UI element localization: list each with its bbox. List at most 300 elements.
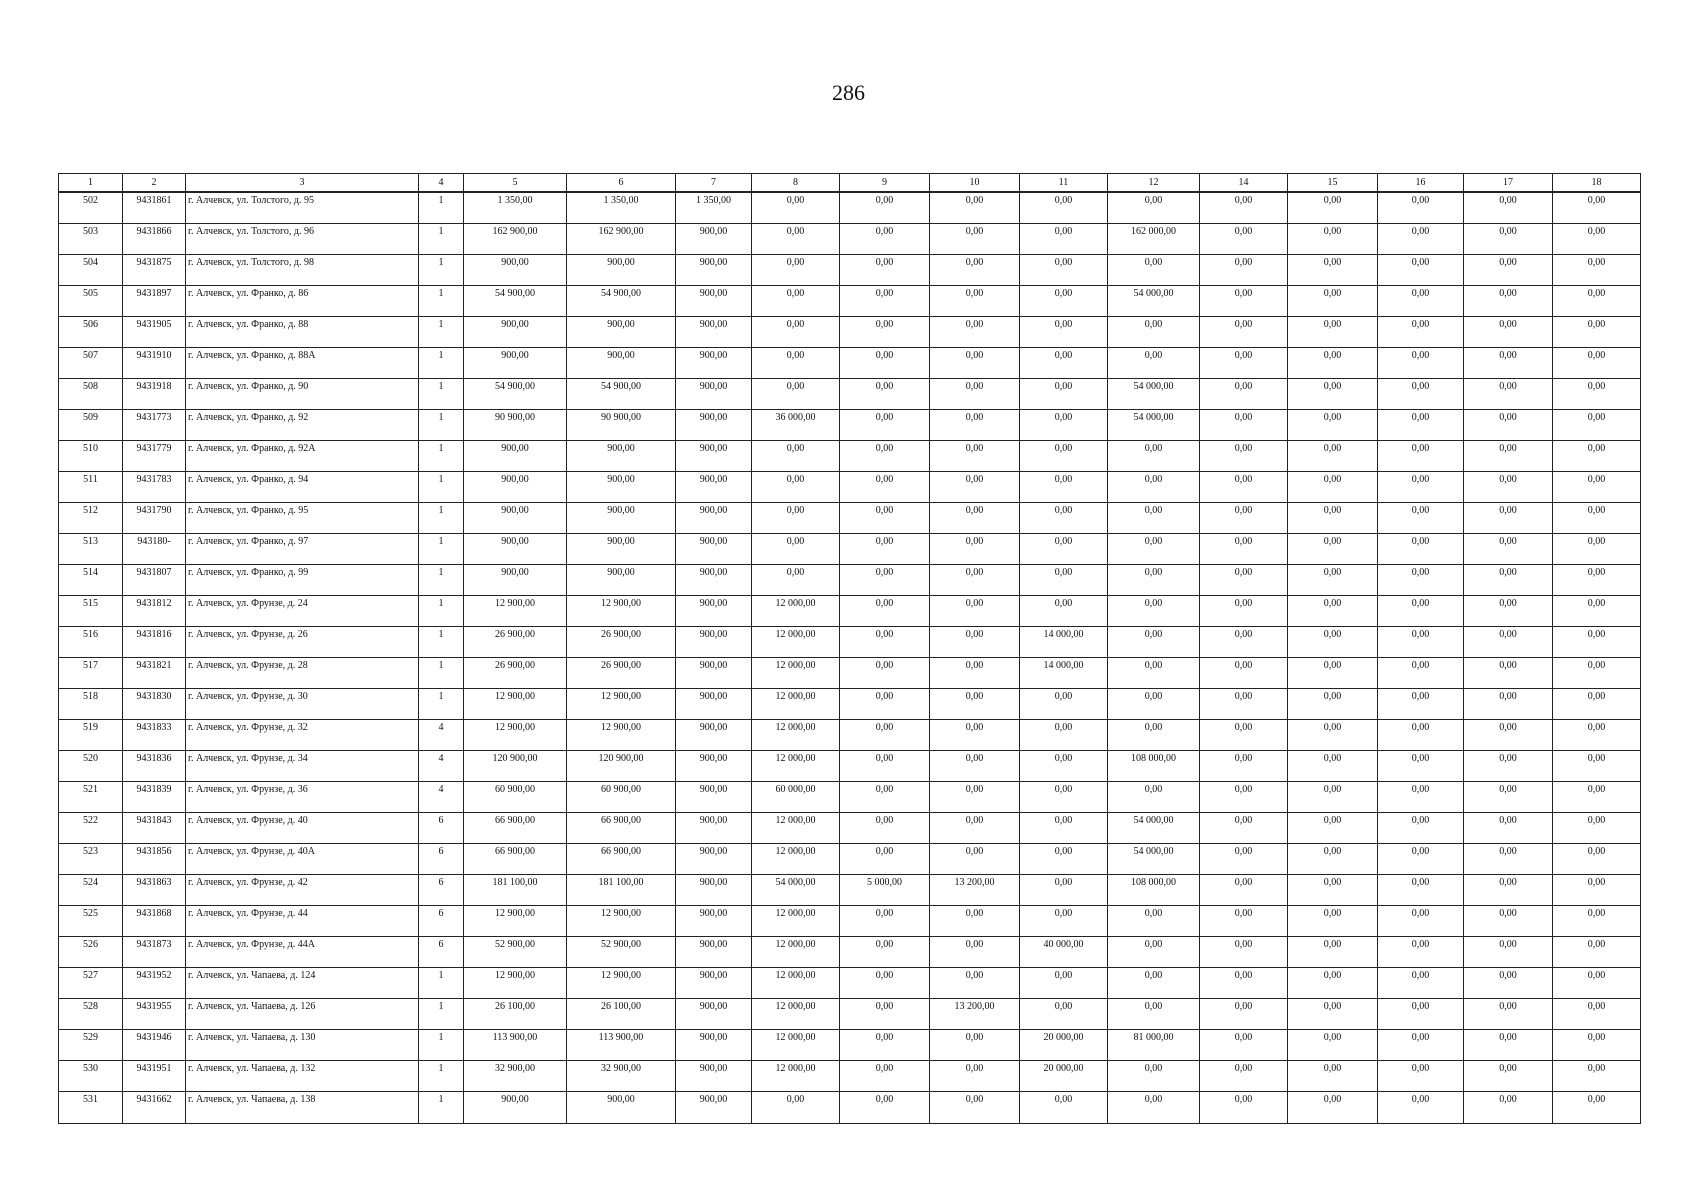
table-cell: 0,00 [1200,503,1288,534]
table-cell: 900,00 [464,348,567,379]
table-row [59,1092,1641,1124]
table-cell: 519 [59,720,123,751]
table-cell: 12 900,00 [567,596,676,627]
table-cell: 0,00 [1378,565,1464,596]
table-cell: 9431833 [123,720,186,751]
table-cell: 12 000,00 [752,596,840,627]
table-cell: 510 [59,441,123,472]
table-cell: 1 [419,503,464,534]
table-cell: 0,00 [1553,627,1641,658]
table-cell: 54 000,00 [1108,286,1200,317]
table-row [59,348,1641,379]
table-cell: 1 [419,565,464,596]
table-cell: 900,00 [676,1061,752,1092]
address-cell: г. Алчевск, ул. Фрунзе, д. 36 [186,782,419,813]
address-cell: г. Алчевск, ул. Франко, д. 88 [186,317,419,348]
table-cell: 0,00 [1553,565,1641,596]
table-cell: 0,00 [1108,441,1200,472]
table-cell: 12 000,00 [752,689,840,720]
table-cell: 0,00 [1288,906,1378,937]
table-cell: 162 000,00 [1108,224,1200,255]
table-cell: 900,00 [567,441,676,472]
table-cell: 9431807 [123,565,186,596]
table-cell: 900,00 [676,379,752,410]
table-cell: 12 900,00 [464,596,567,627]
table-cell: 0,00 [840,627,930,658]
table-cell: 0,00 [840,534,930,565]
address-cell: г. Алчевск, ул. Толстого, д. 96 [186,224,419,255]
table-cell: 0,00 [1288,751,1378,782]
table-cell: 9431866 [123,224,186,255]
table-cell: 9431910 [123,348,186,379]
table-cell: 0,00 [1553,441,1641,472]
table-cell: 0,00 [1288,317,1378,348]
table-cell: 12 900,00 [567,689,676,720]
table-cell: 108 000,00 [1108,875,1200,906]
table-cell: 0,00 [930,224,1020,255]
table-cell: 0,00 [1464,286,1553,317]
table-cell: 0,00 [752,255,840,286]
table-cell: 0,00 [1200,875,1288,906]
table-cell: 20 000,00 [1020,1061,1108,1092]
table-cell: 0,00 [1020,720,1108,751]
table-cell: 0,00 [840,410,930,441]
table-cell: 9431905 [123,317,186,348]
address-cell: г. Алчевск, ул. Фрунзе, д. 40 [186,813,419,844]
table-cell: 0,00 [840,937,930,968]
table-cell: 0,00 [1288,999,1378,1030]
table-cell: 6 [419,906,464,937]
table-row [59,534,1641,565]
table-cell: 900,00 [676,286,752,317]
table-cell: 0,00 [1378,472,1464,503]
table-cell: 0,00 [1378,1061,1464,1092]
address-cell: г. Алчевск, ул. Чапаева, д. 138 [186,1092,419,1124]
table-cell: 0,00 [1464,968,1553,999]
table-cell: 0,00 [1200,689,1288,720]
table-cell: 0,00 [1378,1092,1464,1124]
table-cell: 0,00 [1020,844,1108,875]
table-cell: 0,00 [1553,813,1641,844]
table-cell: 0,00 [1108,1092,1200,1124]
table-cell: 0,00 [1020,410,1108,441]
table-cell: 0,00 [1464,1092,1553,1124]
table-cell: 0,00 [840,906,930,937]
table-cell: 0,00 [1108,689,1200,720]
table-cell: 0,00 [1200,317,1288,348]
table-cell: 0,00 [930,1092,1020,1124]
table-cell: 9431783 [123,472,186,503]
table-cell: 1 [419,255,464,286]
table-row [59,1030,1641,1061]
table-cell: 0,00 [1464,441,1553,472]
table-cell: 0,00 [1020,192,1108,224]
table-cell: 1 [419,286,464,317]
table-cell: 900,00 [676,875,752,906]
table-cell: 0,00 [752,192,840,224]
table-cell: 4 [419,751,464,782]
table-cell: 0,00 [1378,689,1464,720]
table-cell: 900,00 [676,503,752,534]
table-cell: 81 000,00 [1108,1030,1200,1061]
table-cell: 0,00 [1464,906,1553,937]
table-cell: 0,00 [1020,255,1108,286]
table-cell: 0,00 [1200,441,1288,472]
table-cell: 0,00 [1020,224,1108,255]
table-cell: 502 [59,192,123,224]
table-cell: 0,00 [1553,317,1641,348]
table-cell: 54 000,00 [1108,379,1200,410]
table-cell: 515 [59,596,123,627]
table-cell: 0,00 [1553,658,1641,689]
table-cell: 900,00 [676,1092,752,1124]
table-cell: 0,00 [1288,441,1378,472]
table-cell: 54 900,00 [464,379,567,410]
table-cell: 0,00 [1200,906,1288,937]
table-cell: 162 900,00 [464,224,567,255]
table-cell: 0,00 [1464,255,1553,286]
table-cell: 900,00 [676,565,752,596]
table-row [59,1061,1641,1092]
table-cell: 900,00 [676,627,752,658]
table-cell: 54 000,00 [1108,844,1200,875]
address-cell: г. Алчевск, ул. Толстого, д. 98 [186,255,419,286]
table-cell: 900,00 [676,472,752,503]
table-cell: 900,00 [676,255,752,286]
table-cell: 0,00 [1108,658,1200,689]
table-cell: 900,00 [676,906,752,937]
table-cell: 0,00 [1200,968,1288,999]
table-cell: 0,00 [1200,1092,1288,1124]
table-cell: 66 900,00 [567,813,676,844]
table-cell: 0,00 [930,1030,1020,1061]
table-cell: 0,00 [1108,503,1200,534]
table-cell: 0,00 [1020,689,1108,720]
table-cell: 0,00 [1200,1030,1288,1061]
column-header: 17 [1464,174,1553,193]
table-cell: 9431843 [123,813,186,844]
table-cell: 12 900,00 [567,720,676,751]
table-cell: 0,00 [1553,503,1641,534]
table-cell: 0,00 [930,782,1020,813]
table-cell: 4 [419,782,464,813]
table-cell: 0,00 [1200,379,1288,410]
table-cell: 0,00 [1378,1030,1464,1061]
table-cell: 0,00 [752,286,840,317]
table-cell: 518 [59,689,123,720]
table-cell: 0,00 [1378,782,1464,813]
table-cell: 5 000,00 [840,875,930,906]
table-cell: 0,00 [1288,565,1378,596]
table-cell: 54 000,00 [752,875,840,906]
table-cell: 0,00 [1553,1030,1641,1061]
table-cell: 524 [59,875,123,906]
address-cell: г. Алчевск, ул. Фрунзе, д. 42 [186,875,419,906]
table-cell: 0,00 [840,751,930,782]
table-cell: 0,00 [1200,565,1288,596]
table-cell: 6 [419,813,464,844]
table-cell: 9431951 [123,1061,186,1092]
table-cell: 0,00 [1200,813,1288,844]
table-row [59,503,1641,534]
table-row [59,999,1641,1030]
table-cell: 6 [419,937,464,968]
table-cell: 108 000,00 [1108,751,1200,782]
table-cell: 0,00 [752,317,840,348]
column-header: 14 [1200,174,1288,193]
table-cell: 0,00 [1464,720,1553,751]
table-cell: 0,00 [1108,968,1200,999]
table-cell: 0,00 [1020,782,1108,813]
table-cell: 0,00 [1378,968,1464,999]
table-cell: 0,00 [930,627,1020,658]
table-cell: 0,00 [930,596,1020,627]
column-header: 12 [1108,174,1200,193]
table-cell: 1 [419,410,464,441]
table-cell: 1 [419,348,464,379]
table-cell: 0,00 [1288,472,1378,503]
table-cell: 0,00 [1288,1092,1378,1124]
table-cell: 0,00 [1464,782,1553,813]
table-cell: 900,00 [676,317,752,348]
table-cell: 0,00 [1288,658,1378,689]
table-cell: 0,00 [1378,317,1464,348]
table-cell: 0,00 [1288,255,1378,286]
table-cell: 0,00 [1108,192,1200,224]
table-cell: 0,00 [1020,286,1108,317]
table-cell: 0,00 [1464,317,1553,348]
table-cell: 0,00 [840,689,930,720]
table-cell: 0,00 [1378,937,1464,968]
table-cell: 0,00 [930,565,1020,596]
table-cell: 0,00 [1553,782,1641,813]
table-cell: 0,00 [1553,192,1641,224]
table-cell: 0,00 [1020,875,1108,906]
table-cell: 900,00 [676,348,752,379]
table-cell: 1 [419,379,464,410]
table-cell: 0,00 [1200,751,1288,782]
table-cell: 0,00 [1464,534,1553,565]
table-cell: 0,00 [930,968,1020,999]
table-cell: 0,00 [752,1092,840,1124]
table-cell: 1 [419,596,464,627]
table-cell: 900,00 [567,317,676,348]
table-cell: 1 [419,534,464,565]
table-cell: 0,00 [1108,255,1200,286]
table-cell: 66 900,00 [567,844,676,875]
table-cell: 0,00 [752,565,840,596]
table-cell: 9431897 [123,286,186,317]
table-cell: 900,00 [676,1030,752,1061]
table-cell: 0,00 [1108,472,1200,503]
address-cell: г. Алчевск, ул. Чапаева, д. 126 [186,999,419,1030]
table-cell: 0,00 [1020,1092,1108,1124]
table-cell: 1 [419,224,464,255]
table-cell: 0,00 [1464,224,1553,255]
table-cell: 0,00 [1464,503,1553,534]
table-cell: 529 [59,1030,123,1061]
table-cell: 0,00 [1378,658,1464,689]
table-cell: 0,00 [1108,534,1200,565]
table-cell: 0,00 [840,1061,930,1092]
table-cell: 0,00 [840,472,930,503]
table-cell: 0,00 [930,689,1020,720]
table-cell: 9431821 [123,658,186,689]
table-cell: 0,00 [840,596,930,627]
table-cell: 0,00 [930,503,1020,534]
table-cell: 0,00 [930,751,1020,782]
table-cell: 0,00 [1553,720,1641,751]
table-cell: 0,00 [840,286,930,317]
table-cell: 12 000,00 [752,627,840,658]
table-cell: 9431812 [123,596,186,627]
table-cell: 9431839 [123,782,186,813]
table-cell: 0,00 [1200,472,1288,503]
table-cell: 0,00 [1288,875,1378,906]
column-header: 8 [752,174,840,193]
table-cell: 0,00 [1464,348,1553,379]
table-cell: 0,00 [930,348,1020,379]
table-cell: 162 900,00 [567,224,676,255]
table-cell: 9431868 [123,906,186,937]
table-cell: 0,00 [1288,192,1378,224]
table-cell: 900,00 [464,317,567,348]
table-cell: 1 [419,1030,464,1061]
column-header: 15 [1288,174,1378,193]
table-cell: 1 [419,999,464,1030]
table-cell: 12 900,00 [464,720,567,751]
table-cell: 12 900,00 [464,968,567,999]
address-cell: г. Алчевск, ул. Толстого, д. 95 [186,192,419,224]
table-cell: 12 000,00 [752,968,840,999]
table-cell: 0,00 [840,782,930,813]
table-cell: 0,00 [930,906,1020,937]
table-cell: 900,00 [676,534,752,565]
table-cell: 900,00 [567,503,676,534]
table-cell: 900,00 [464,1092,567,1124]
table-cell: 516 [59,627,123,658]
table-cell: 1 [419,472,464,503]
table-cell: 0,00 [930,844,1020,875]
table-cell: 0,00 [1553,968,1641,999]
table-cell: 900,00 [464,534,567,565]
table-cell: 0,00 [1108,317,1200,348]
table-cell: 54 000,00 [1108,410,1200,441]
table-cell: 0,00 [1464,410,1553,441]
table-cell: 12 000,00 [752,999,840,1030]
table-cell: 12 900,00 [567,968,676,999]
table-cell: 0,00 [930,379,1020,410]
address-cell: г. Алчевск, ул. Фрунзе, д. 40А [186,844,419,875]
table-cell: 9431779 [123,441,186,472]
table-cell: 900,00 [676,224,752,255]
table-cell: 0,00 [1378,286,1464,317]
table-cell: 0,00 [1553,844,1641,875]
table-cell: 514 [59,565,123,596]
table-cell: 12 000,00 [752,906,840,937]
table-cell: 0,00 [930,1061,1020,1092]
table-cell: 0,00 [1464,813,1553,844]
table-cell: 9431773 [123,410,186,441]
table-cell: 60 900,00 [464,782,567,813]
table-cell: 0,00 [1200,596,1288,627]
table-cell: 0,00 [1288,534,1378,565]
table-cell: 0,00 [1020,596,1108,627]
table-cell: 0,00 [1108,348,1200,379]
table-cell: 0,00 [1020,906,1108,937]
table-cell: 900,00 [567,472,676,503]
table-cell: 900,00 [676,782,752,813]
table-cell: 513 [59,534,123,565]
table-cell: 900,00 [676,689,752,720]
table-cell: 0,00 [1464,472,1553,503]
table-cell: 60 900,00 [567,782,676,813]
table-cell: 0,00 [1020,317,1108,348]
table-cell: 0,00 [840,255,930,286]
table-cell: 0,00 [840,999,930,1030]
table-row [59,441,1641,472]
column-header: 2 [123,174,186,193]
table-cell: 1 [419,192,464,224]
column-header: 3 [186,174,419,193]
table-cell: 0,00 [1553,751,1641,782]
column-header: 9 [840,174,930,193]
table-cell: 0,00 [1200,782,1288,813]
table-cell: 0,00 [1378,379,1464,410]
table-cell: 0,00 [1108,906,1200,937]
table-row [59,782,1641,813]
table-cell: 1 [419,658,464,689]
registry-table [58,173,1641,1124]
table-cell: 0,00 [1378,906,1464,937]
table-cell: 0,00 [840,224,930,255]
table-cell: 900,00 [676,813,752,844]
table-cell: 0,00 [1108,999,1200,1030]
address-cell: г. Алчевск, ул. Франко, д. 86 [186,286,419,317]
table-cell: 12 000,00 [752,658,840,689]
table-cell: 900,00 [676,441,752,472]
table-cell: 52 900,00 [567,937,676,968]
table-cell: 26 900,00 [567,658,676,689]
page-number: 286 [832,80,865,105]
table-cell: 0,00 [1464,1030,1553,1061]
column-header: 10 [930,174,1020,193]
table-cell: 0,00 [752,224,840,255]
table-cell: 517 [59,658,123,689]
table-cell: 0,00 [840,813,930,844]
address-cell: г. Алчевск, ул. Фрунзе, д. 26 [186,627,419,658]
table-row [59,472,1641,503]
table-cell: 9431946 [123,1030,186,1061]
table-row [59,875,1641,906]
table-cell: 9431861 [123,192,186,224]
table-cell: 0,00 [1464,844,1553,875]
table-cell: 0,00 [930,192,1020,224]
address-cell: г. Алчевск, ул. Фрунзе, д. 44 [186,906,419,937]
table-cell: 1 350,00 [567,192,676,224]
table-row [59,937,1641,968]
table-cell: 0,00 [1020,565,1108,596]
table-cell: 0,00 [1464,875,1553,906]
table-cell: 0,00 [1553,875,1641,906]
table-cell: 1 [419,441,464,472]
address-cell: г. Алчевск, ул. Франко, д. 92 [186,410,419,441]
table-cell: 0,00 [1378,192,1464,224]
table-cell: 506 [59,317,123,348]
table-cell: 0,00 [1200,937,1288,968]
table-cell: 52 900,00 [464,937,567,968]
table-cell: 0,00 [1108,596,1200,627]
